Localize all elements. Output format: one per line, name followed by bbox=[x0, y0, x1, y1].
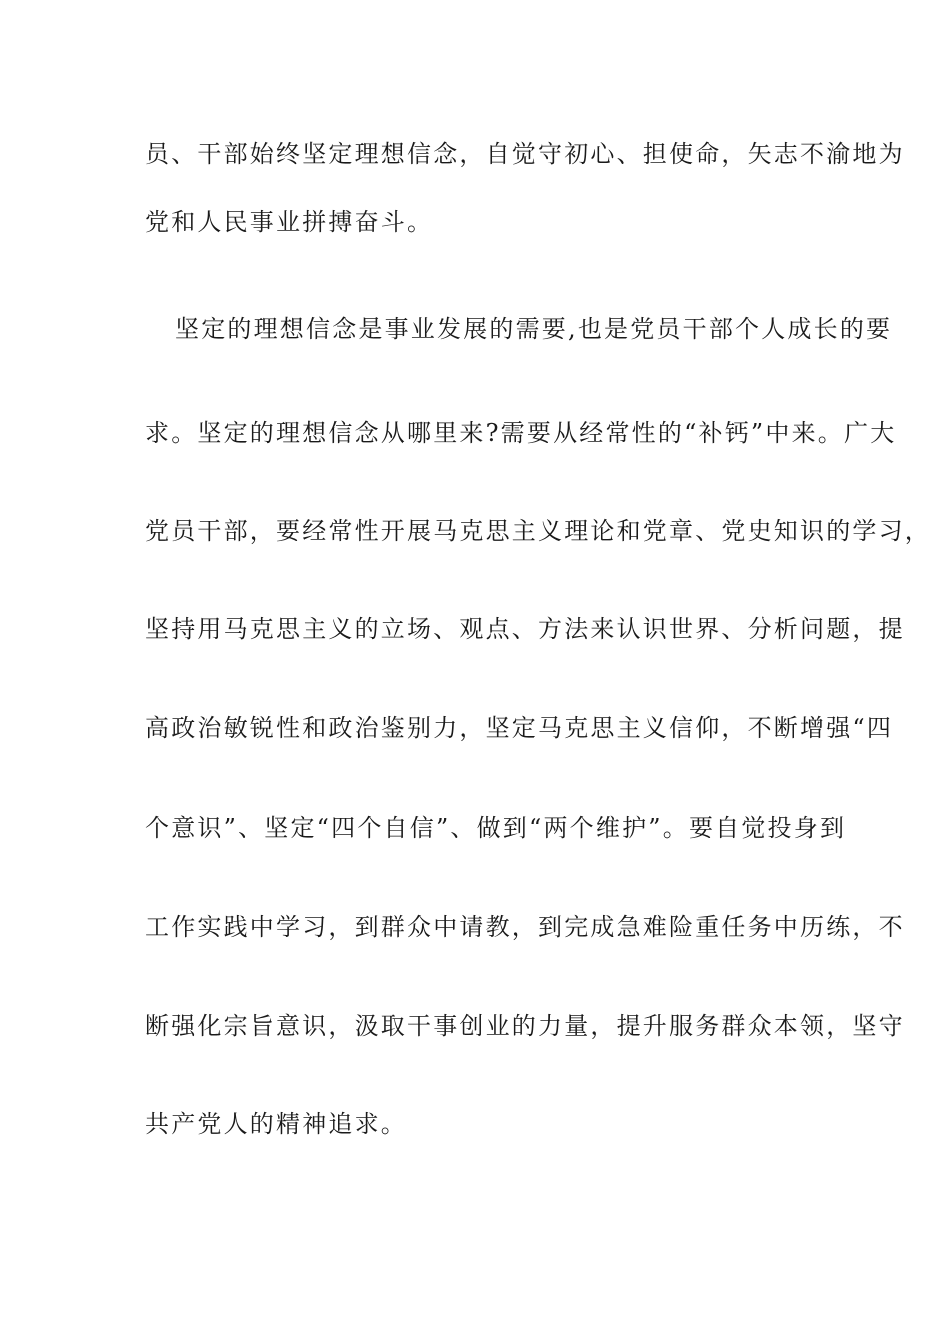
text-line: 工作实践中学习，到群众中请教，到完成急难险重任务中历练，不 bbox=[145, 913, 905, 941]
text-line: 高政治敏锐性和政治鉴别力，坚定马克思主义信仰，不断增强“四 bbox=[145, 714, 894, 742]
text-line: 坚持用马克思主义的立场、观点、方法来认识世界、分析问题，提 bbox=[145, 615, 905, 643]
text-line: 个意识”、坚定“四个自信”、做到“两个维护”。要自觉投身到 bbox=[145, 814, 847, 842]
paragraph-first-line: 坚定的理想信念是事业发展的需要,也是党员干部个人成长的要 bbox=[175, 315, 893, 343]
text-line: 断强化宗旨意识，汲取干事创业的力量，提升服务群众本领，坚守 bbox=[145, 1012, 905, 1040]
text-line: 党员干部，要经常性开展马克思主义理论和党章、党史知识的学习， bbox=[145, 517, 931, 545]
text-line: 求。坚定的理想信念从哪里来?需要从经常性的“补钙”中来。广大 bbox=[145, 419, 897, 447]
text-line: 共产党人的精神追求。 bbox=[145, 1110, 407, 1138]
text-line: 党和人民事业拼搏奋斗。 bbox=[145, 208, 434, 236]
text-line: 员、干部始终坚定理想信念，自觉守初心、担使命，矢志不渝地为 bbox=[145, 140, 905, 168]
